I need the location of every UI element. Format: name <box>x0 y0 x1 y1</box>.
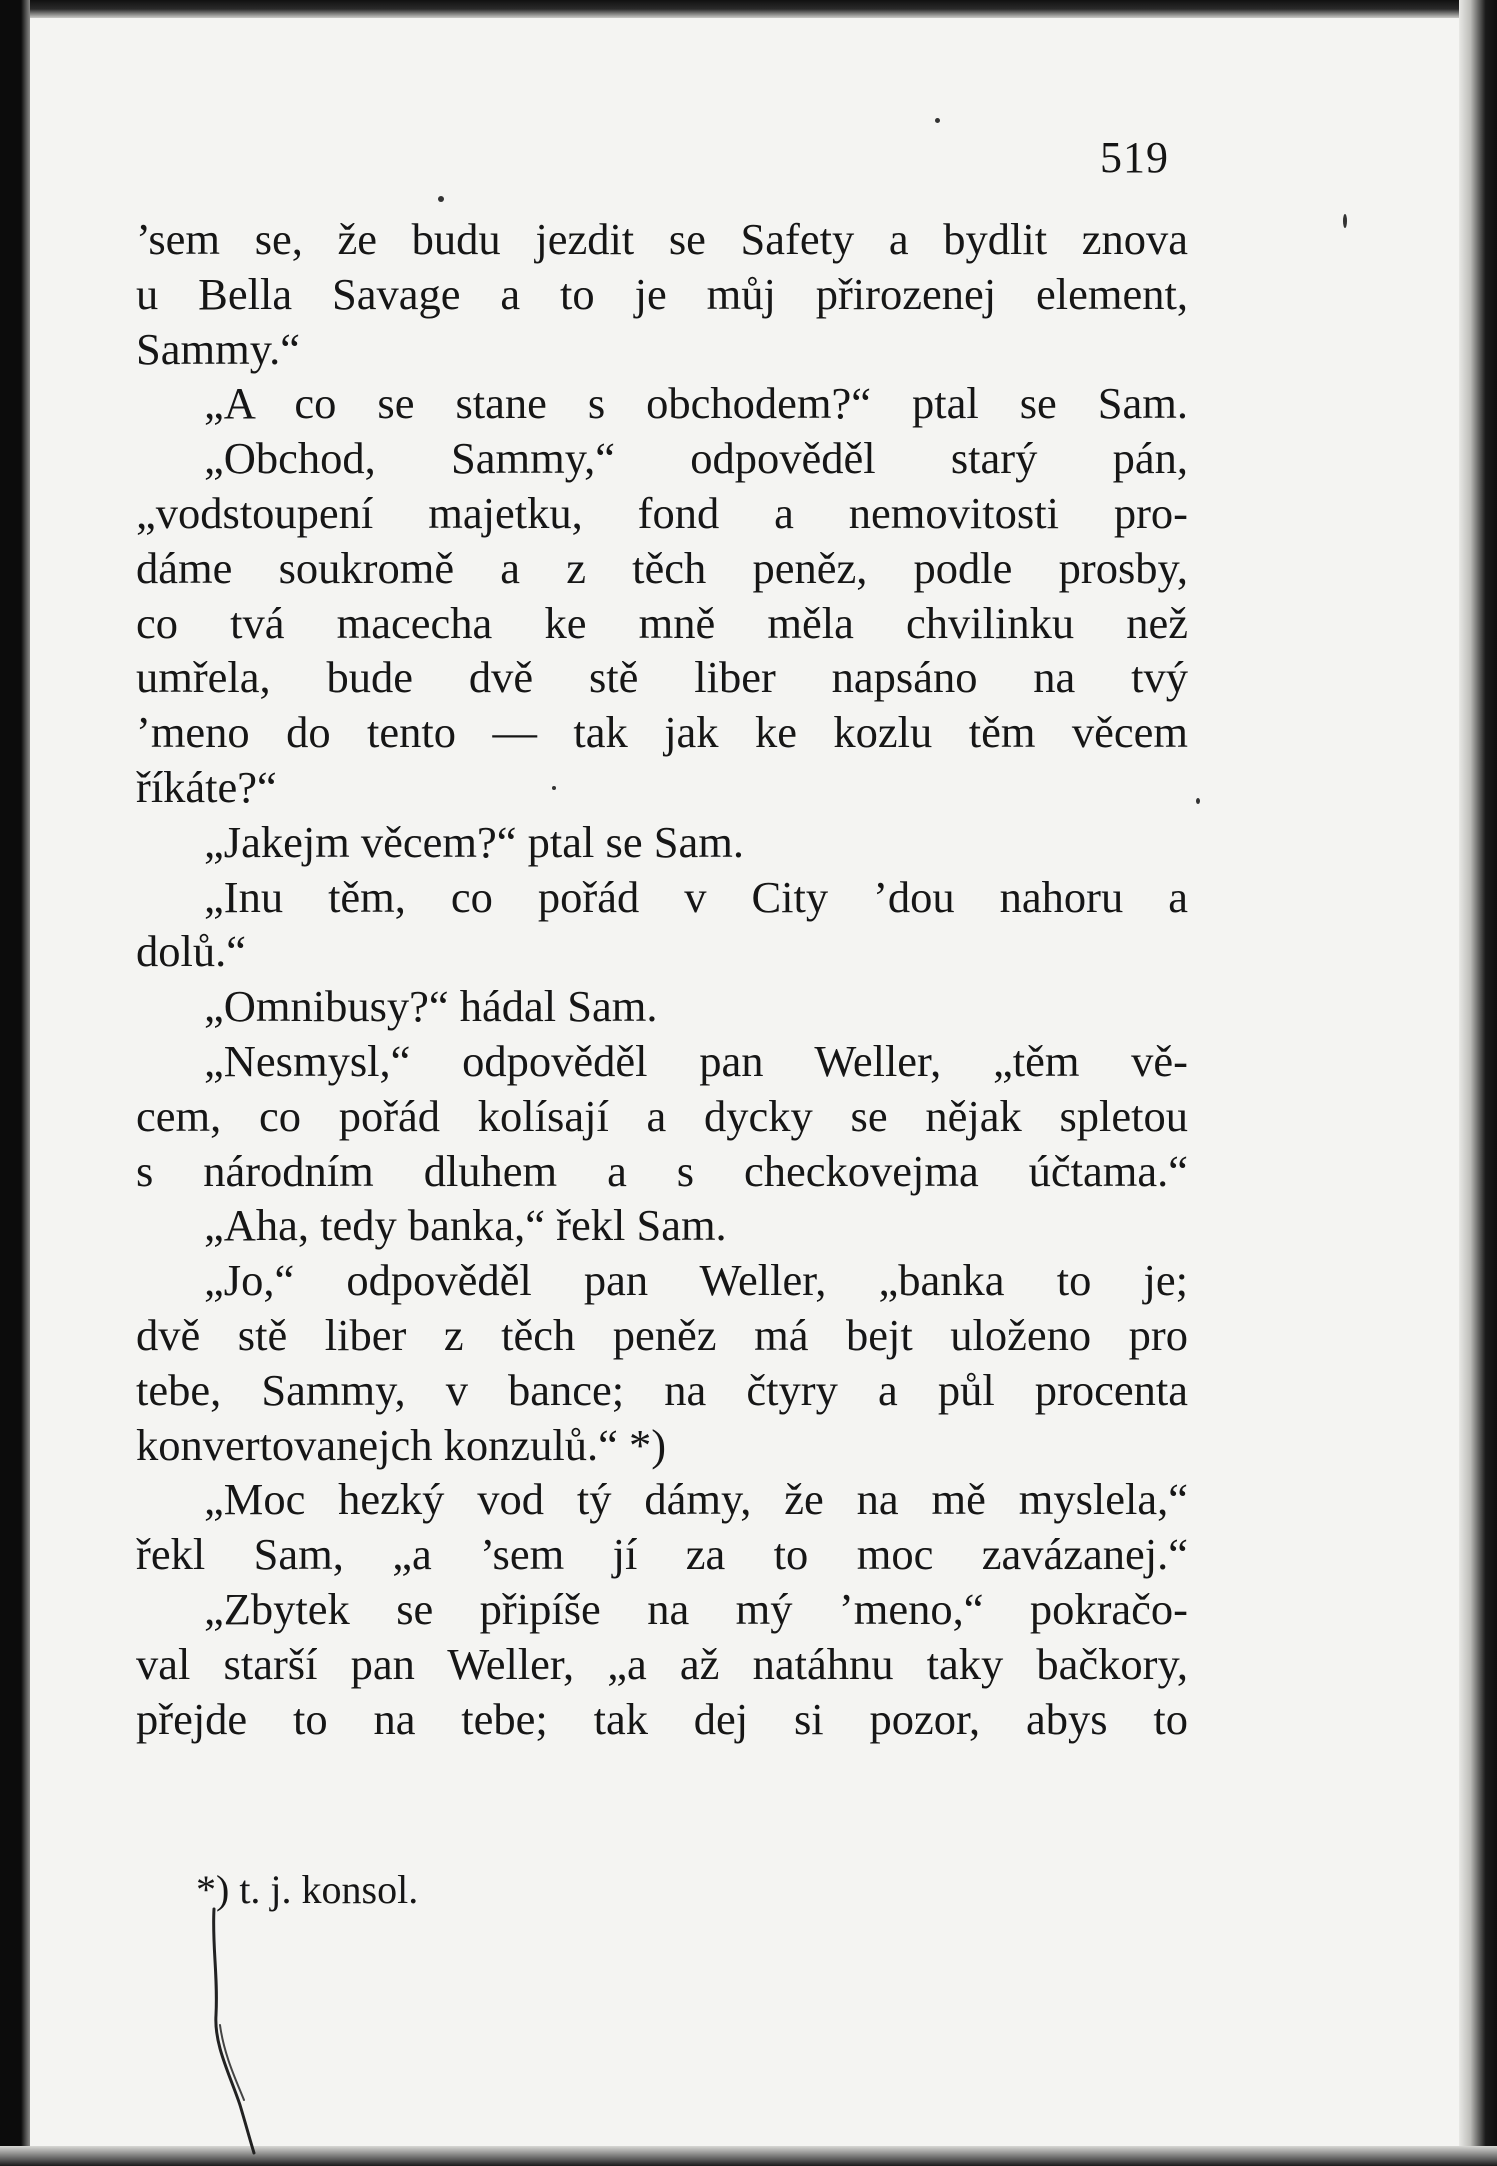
text-line: konvertovanejch konzulů.“ *) <box>136 1419 667 1470</box>
text-line: řekl Sam, „a ’sem jí za to moc zavázanej.“ <box>136 1529 1188 1580</box>
footnote: *) t. j. konsol. <box>196 1867 419 1912</box>
text-line: „vodstoupení majetku, fond a nemovitosti pro- <box>136 487 1188 538</box>
body-text <box>136 212 1188 1746</box>
page-number: 519 <box>1100 133 1169 182</box>
text-line: „Obchod, Sammy,“ odpověděl starý pán, <box>204 433 1188 484</box>
text-line: „A co se stane s obchodem?“ ptal se Sam. <box>204 378 1188 429</box>
text-line: „Jo,“ odpověděl pan Weller, „banka to je; <box>204 1255 1188 1306</box>
text-line: co tvá macecha ke mně měla chvilinku než <box>136 597 1188 648</box>
text-line: dáme soukromě a z těch peněz, podle prosby, <box>136 542 1188 593</box>
pen-scribble-mark <box>200 1905 280 2155</box>
right-scan-edge <box>1459 0 1497 2166</box>
text-line: říkáte?“ <box>136 761 277 812</box>
text-line: dolů.“ <box>136 926 246 977</box>
text-line: u Bella Savage a to je můj přirozenej element, <box>136 268 1188 319</box>
top-scan-edge <box>0 0 1497 18</box>
text-line: dvě stě liber z těch peněz má bejt uloženo pro <box>136 1309 1188 1360</box>
text-line: přejde to na tebe; tak dej si pozor, abys to <box>136 1693 1188 1744</box>
left-scan-edge <box>0 0 30 2166</box>
text-line: „Jakejm věcem?“ ptal se Sam. <box>204 816 744 867</box>
text-line: „Moc hezký vod tý dámy, že na mě myslela,“ <box>204 1474 1188 1525</box>
text-line: „Nesmysl,“ odpověděl pan Weller, „těm vě- <box>204 1035 1188 1086</box>
text-line: s národním dluhem a s checkovejma účtama.“ <box>136 1145 1188 1196</box>
text-line: tebe, Sammy, v bance; na čtyry a půl procenta <box>136 1364 1188 1415</box>
dust-speck <box>1343 214 1347 228</box>
dust-speck <box>1196 798 1200 804</box>
text-line: umřela, bude dvě stě liber napsáno na tvý <box>136 652 1188 703</box>
text-line: „Omnibusy?“ hádal Sam. <box>204 981 658 1032</box>
text-line: „Zbytek se připíše na mý ’meno,“ pokračo- <box>204 1583 1188 1634</box>
text-line: ’sem se, že budu jezdit se Safety a bydlit znova <box>136 214 1188 264</box>
text-line: cem, co pořád kolísají a dycky se nějak spletou <box>136 1090 1188 1141</box>
text-line: val starší pan Weller, „a až natáhnu taky bačkory, <box>136 1638 1188 1689</box>
text-line: Sammy.“ <box>136 323 300 374</box>
text-line: „Aha, tedy banka,“ řekl Sam. <box>204 1200 727 1251</box>
text-line: „Inu těm, co pořád v City ’dou nahoru a <box>204 871 1188 922</box>
dust-speck <box>438 196 444 202</box>
dust-speck <box>935 118 940 123</box>
text-line: ’meno do tento — tak jak ke kozlu těm věcem <box>136 707 1188 758</box>
